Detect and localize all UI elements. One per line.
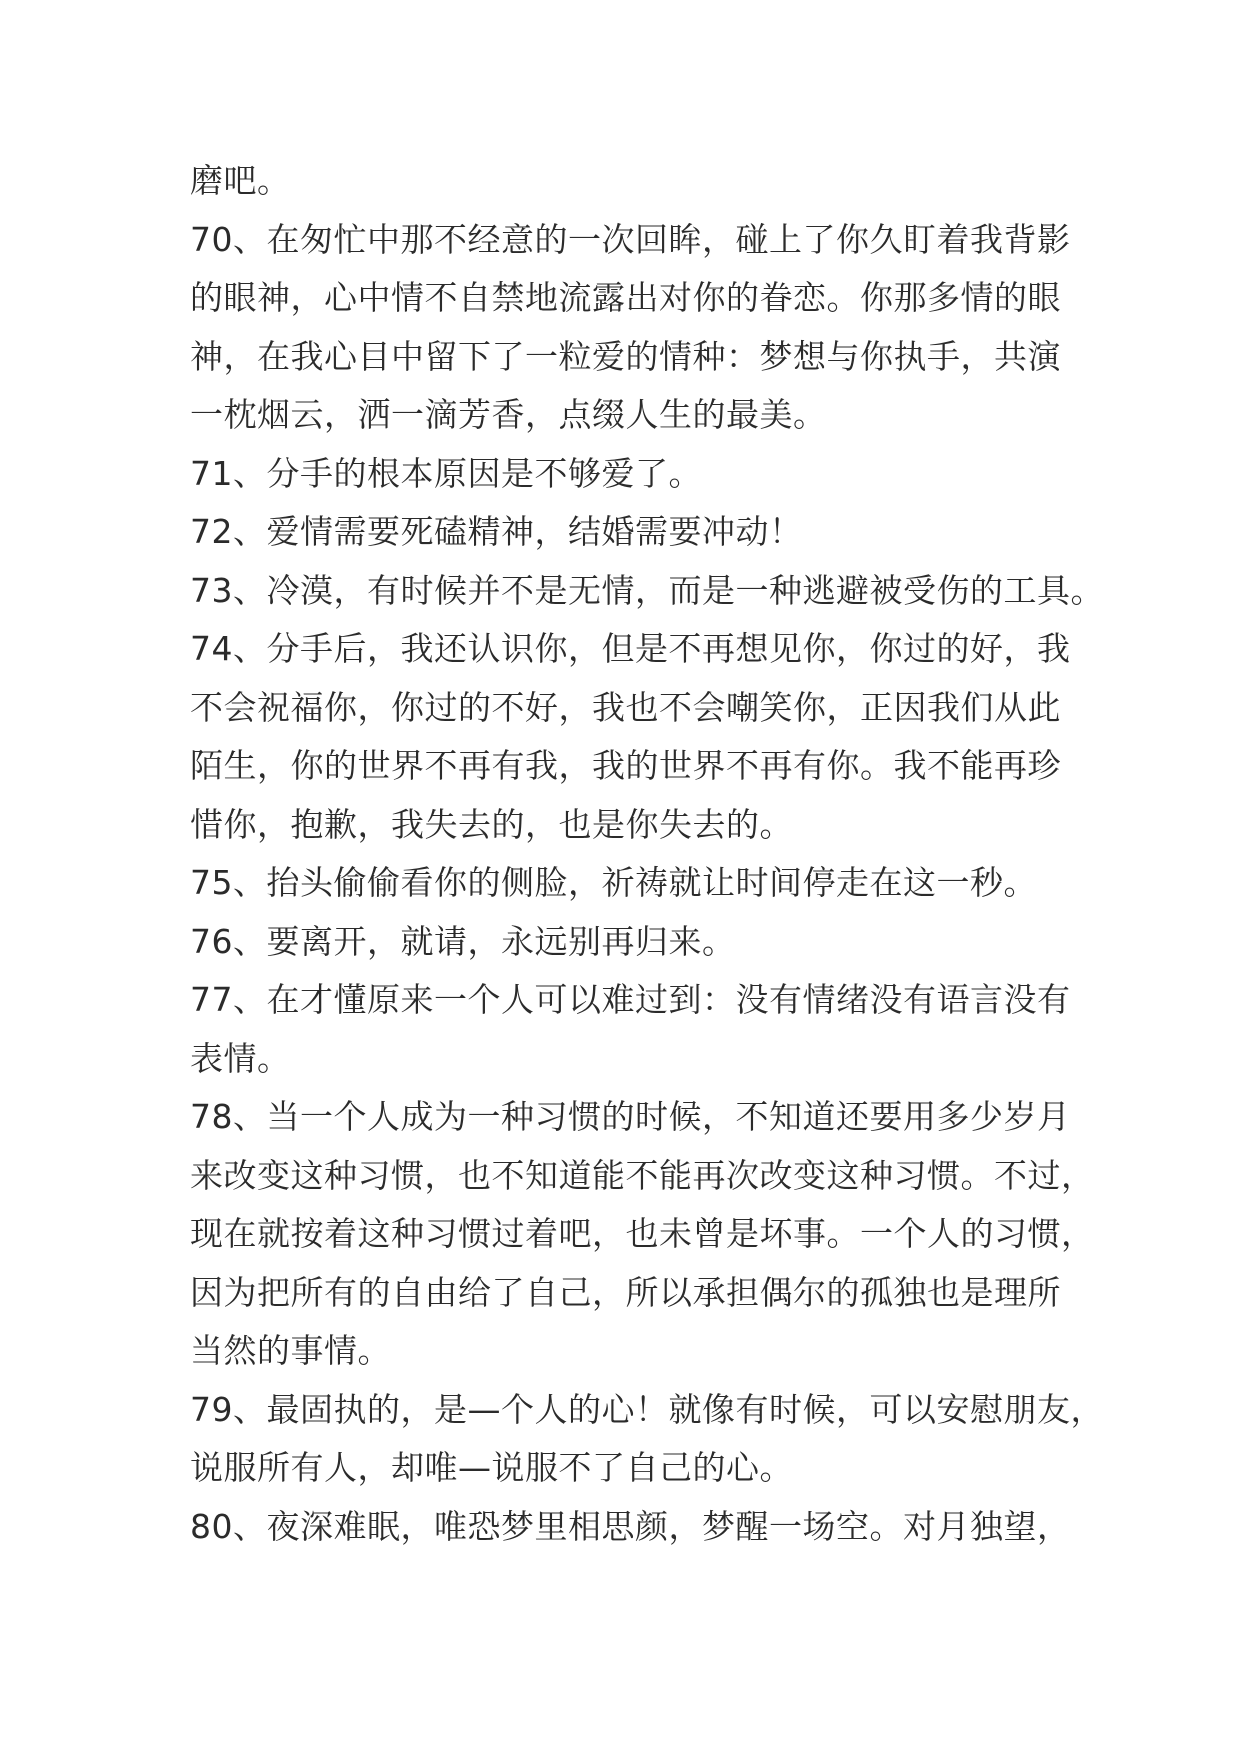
text-line: 陌生，你的世界不再有我，我的世界不再有你。我不能再珍 <box>190 746 1061 785</box>
text-line: 一枕烟云，洒一滴芳香，点缀人生的最美。 <box>190 395 827 434</box>
text-line: 79、最固执的，是—个人的心！就像有时候，可以安慰朋友， <box>190 1389 1104 1429</box>
text-line: 76、要离开，就请，永远别再归来。 <box>190 921 736 961</box>
text-line: 74、分手后，我还认识你，但是不再想见你，你过的好，我 <box>190 629 1071 668</box>
text-line: 70、在匆忙中那不经意的一次回眸，碰上了你久盯着我背影 <box>190 219 1071 259</box>
text-line: 72、爱情需要死磕精神，结婚需要冲动！ <box>190 512 803 551</box>
text-line: 来改变这种习惯，也不知道能不能再次改变这种习惯。不过， <box>190 1155 1095 1195</box>
text-line: 78、当一个人成为一种习惯的时候，不知道还要用多少岁月 <box>190 1097 1071 1136</box>
text-line: 73、冷漠，有时候并不是无情，而是一种逃避被受伤的工具。 <box>190 570 1104 610</box>
text-line: 71、分手的根本原因是不够爱了。 <box>190 453 702 493</box>
text-line: 77、在才懂原来一个人可以难过到：没有情绪没有语言没有 <box>190 980 1071 1019</box>
text-line: 表情。 <box>190 1038 291 1078</box>
text-line: 神，在我心目中留下了一粒爱的情种：梦想与你执手，共演 <box>190 336 1061 376</box>
text-line: 当然的事情。 <box>190 1331 391 1370</box>
text-line: 80、夜深难眠，唯恐梦里相思颜，梦醒一场空。对月独望， <box>190 1506 1071 1546</box>
text-line: 的眼神，心中情不自禁地流露出对你的眷恋。你那多情的眼 <box>190 278 1061 317</box>
document-body <box>190 152 1104 1556</box>
text-line: 惜你，抱歉，我失去的，也是你失去的。 <box>190 804 793 844</box>
text-line: 因为把所有的自由给了自己，所以承担偶尔的孤独也是理所 <box>190 1272 1061 1312</box>
text-line: 75、抬头偷偷看你的侧脸，祈祷就让时间停走在这一秒。 <box>190 863 1037 902</box>
text-line: 不会祝福你，你过的不好，我也不会嘲笑你，正因我们从此 <box>190 687 1061 727</box>
text-line: 现在就按着这种习惯过着吧，也未曾是坏事。一个人的习惯， <box>190 1214 1095 1253</box>
text-line: 说服所有人，却唯—说服不了自己的心。 <box>190 1448 793 1487</box>
text-line: 磨吧。 <box>190 161 291 200</box>
